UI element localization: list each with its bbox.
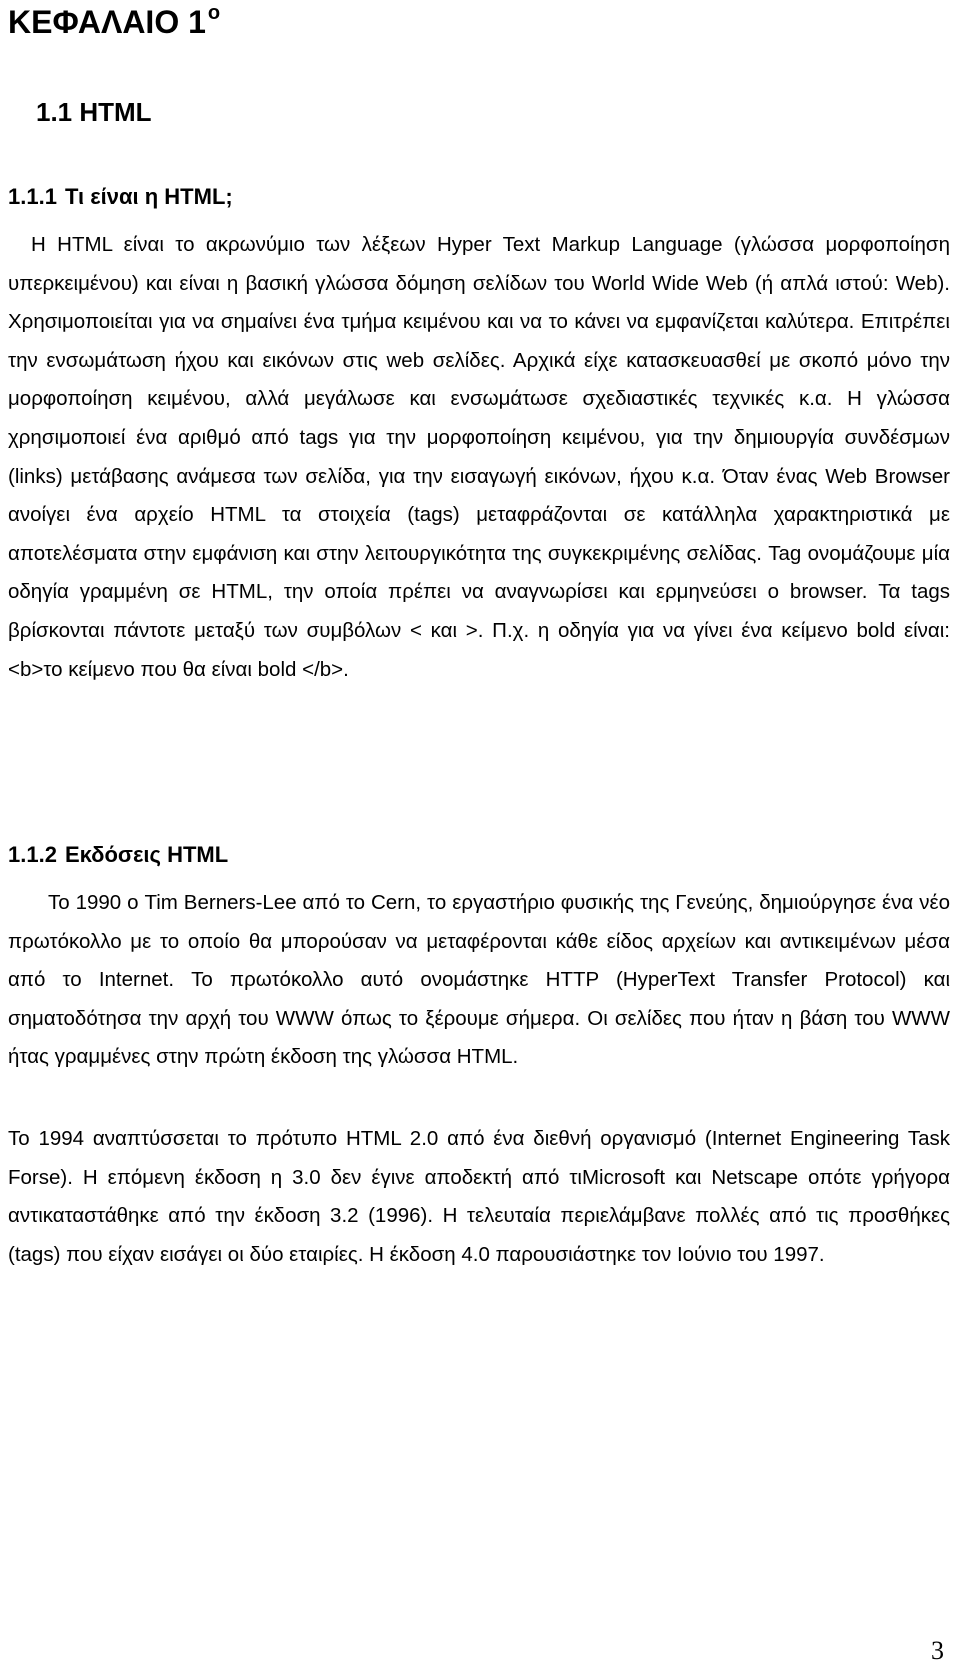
subsection-title: Εκδόσεις HTML <box>64 842 229 867</box>
page-number: 3 <box>931 1636 944 1665</box>
paragraph-versions-1: Το 1990 ο Tim Berners-Lee από το Cern, το εργαστήριο φυσικής της Γενεύης, δημιούργησε ένα νέο πρωτόκολλο με το οποίο θα μπορούσαν να μεταφέρονται κάθε είδος αρχείων και αντικειμένων μέσα από το Internet. Το πρωτόκολλο αυτό ονομάστηκε HTTP (HyperText Transfer Protocol) και σηματοδότησα την αρχή του WWW όπως το ξέρουμε σήμερα. Οι σελίδες που ήταν η βάση του WWW ήτας γραμμένες στην πρώτη έκδοση της γλώσσα HTML. <box>8 891 950 1069</box>
subsection-title: Τι είναι η HTML; <box>64 184 233 209</box>
chapter-heading <box>8 4 220 45</box>
paragraph-versions-2: Το 1994 αναπτύσσεται το πρότυπο HTML 2.0 από ένα διεθνή οργανισμό (Internet Engineering Task Forse). Η επόμενη έκδοση η 3.0 δεν έγινε αποδεκτή από τιMicrosoft και Netscape οπότε γρήγορα αντικαταστάθηκε από την έκδοση 3.2 (1996). Η τελευταία περιελάμβανε πολλές από τις προσθήκες (tags) που είχαν εισάγει οι δύο εταιρίες. Η έκδοση 4.0 παρουσιάστηκε τον Ιούνιο του 1997. <box>8 1127 950 1266</box>
chapter-title: ΚΕΦΑΛΑΙΟ 1 <box>8 4 206 40</box>
subsection-number: 1.1.1 <box>8 184 57 209</box>
paragraph-what-is-html: Η HTML είναι το ακρωνύμιο των λέξεων Hyper Text Markup Language (γλώσσα μορφοποίηση υπερκειμένου) και είναι η βασική γλώσσα δόμηση σελίδων του World Wide Web (ή απλά ιστού: Web). Χρησιμοποιείται για να σημαίνει ένα τμήμα κειμένου και να το κάνει να εμφανίζεται καλύτερα. Επιτρέπει την ενσωμάτωση ήχου και εικόνων στις web σελίδες. Αρχικά είχε κατασκευασθεί με σκοπό μόνο την μορφοποίηση κειμένου, αλλά μεγάλωσε και ενσωμάτωσε σχεδιαστικές τεχνικές κ.α. Η γλώσσα χρησιμοποιεί ένα αριθμό από tags για την μορφοποίηση κειμένου, για την δημιουργία συνδέσμων (links) μετάβασης ανάμεσα των σελίδα, για την εισαγωγή εικόνων, ήχου κ.α. Όταν ένας Web Browser ανοίγει ένα αρχείο HTML τα στοιχεία (tags) μεταφράζονται σε κατάλληλα χαρακτηριστικά με αποτελέσματα στην εμφάνιση και στην λειτουργικότητα της συγκεκριμένης σελίδας. Tag ονομάζουμε μία οδηγία γραμμένη σε HTML, την οποία πρέπει να αναγνωρίσει και ερμηνεύσει ο browser. Τα tags βρίσκονται πάντοτε μεταξύ των συμβόλων < και >. Π.χ. η οδηγία για να γίνει ένα κείμενο bold είναι: <b>το κείμενο που θα είναι bold </b>. <box>8 233 950 681</box>
subsection-heading-2 <box>8 841 228 869</box>
section-heading: 1.1 HTML <box>36 97 152 127</box>
subsection-heading-1 <box>8 183 233 211</box>
chapter-superscript: ο <box>207 2 221 24</box>
subsection-number: 1.1.2 <box>8 842 57 867</box>
